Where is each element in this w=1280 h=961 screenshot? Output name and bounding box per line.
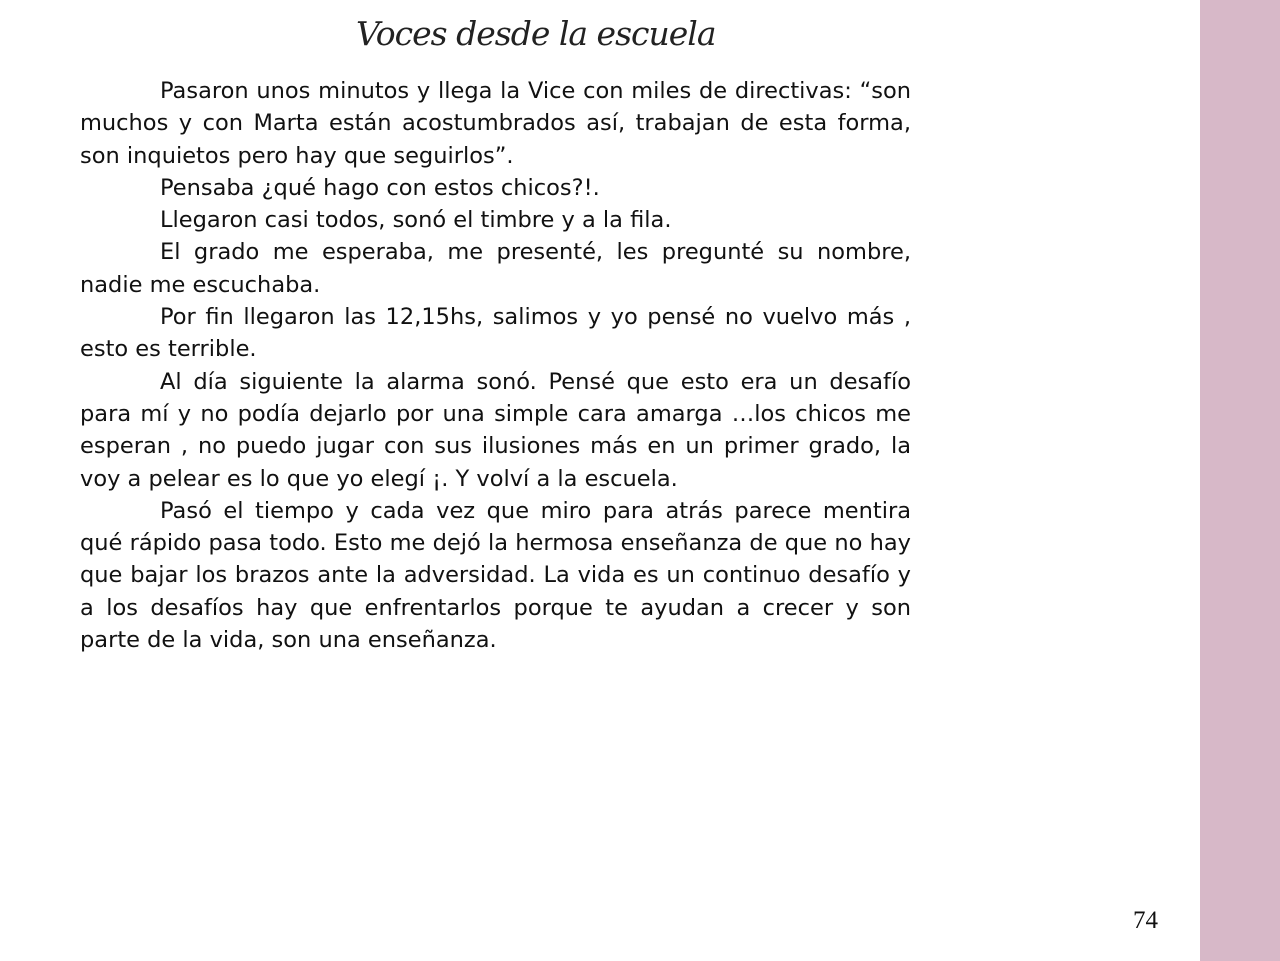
paragraph-3: Llegaron casi todos, sonó el timbre y a la fila. bbox=[160, 207, 672, 234]
paragraph-4: El grado me esperaba, me presenté, les pregunté su nombre, nadie me escuchaba. bbox=[80, 239, 911, 298]
paragraph-2: Pensaba ¿qué hago con estos chicos?!. bbox=[160, 174, 600, 201]
page-number: 74 bbox=[1133, 907, 1158, 934]
paragraph-1: Pasaron unos minutos y llega la Vice con miles de directivas: “son muchos y con Marta están acostumbrados así, trabajan de esta forma, son inquietos pero hay que seguirlos”. bbox=[80, 78, 911, 169]
paragraph-5: Por fin llegaron las 12,15hs, salimos y yo pensé no vuelvo más , esto es terrible. bbox=[80, 304, 911, 363]
running-header-title: Voces desde la escuela bbox=[356, 14, 716, 53]
body-text bbox=[80, 75, 911, 656]
paragraph-6: Al día siguiente la alarma sonó. Pensé que esto era un desafío para mí y no podía dejarlo por una simple cara amarga …los chicos me esperan , no puedo jugar con sus ilusiones más en un primer grado, la voy a pelear es lo que yo elegí ¡. Y volví a la escuela. bbox=[80, 368, 911, 492]
decorative-side-band bbox=[1200, 0, 1280, 961]
paragraph-7: Pasó el tiempo y cada vez que miro para atrás parece mentira qué rápido pasa todo. Esto me dejó la hermosa enseñanza de que no hay que bajar los brazos ante la adversidad. La vida es un continuo desafío y a los desafíos hay que enfrentarlos porque te ayudan a crecer y son parte de la vida, son una enseñanza. bbox=[80, 497, 911, 654]
